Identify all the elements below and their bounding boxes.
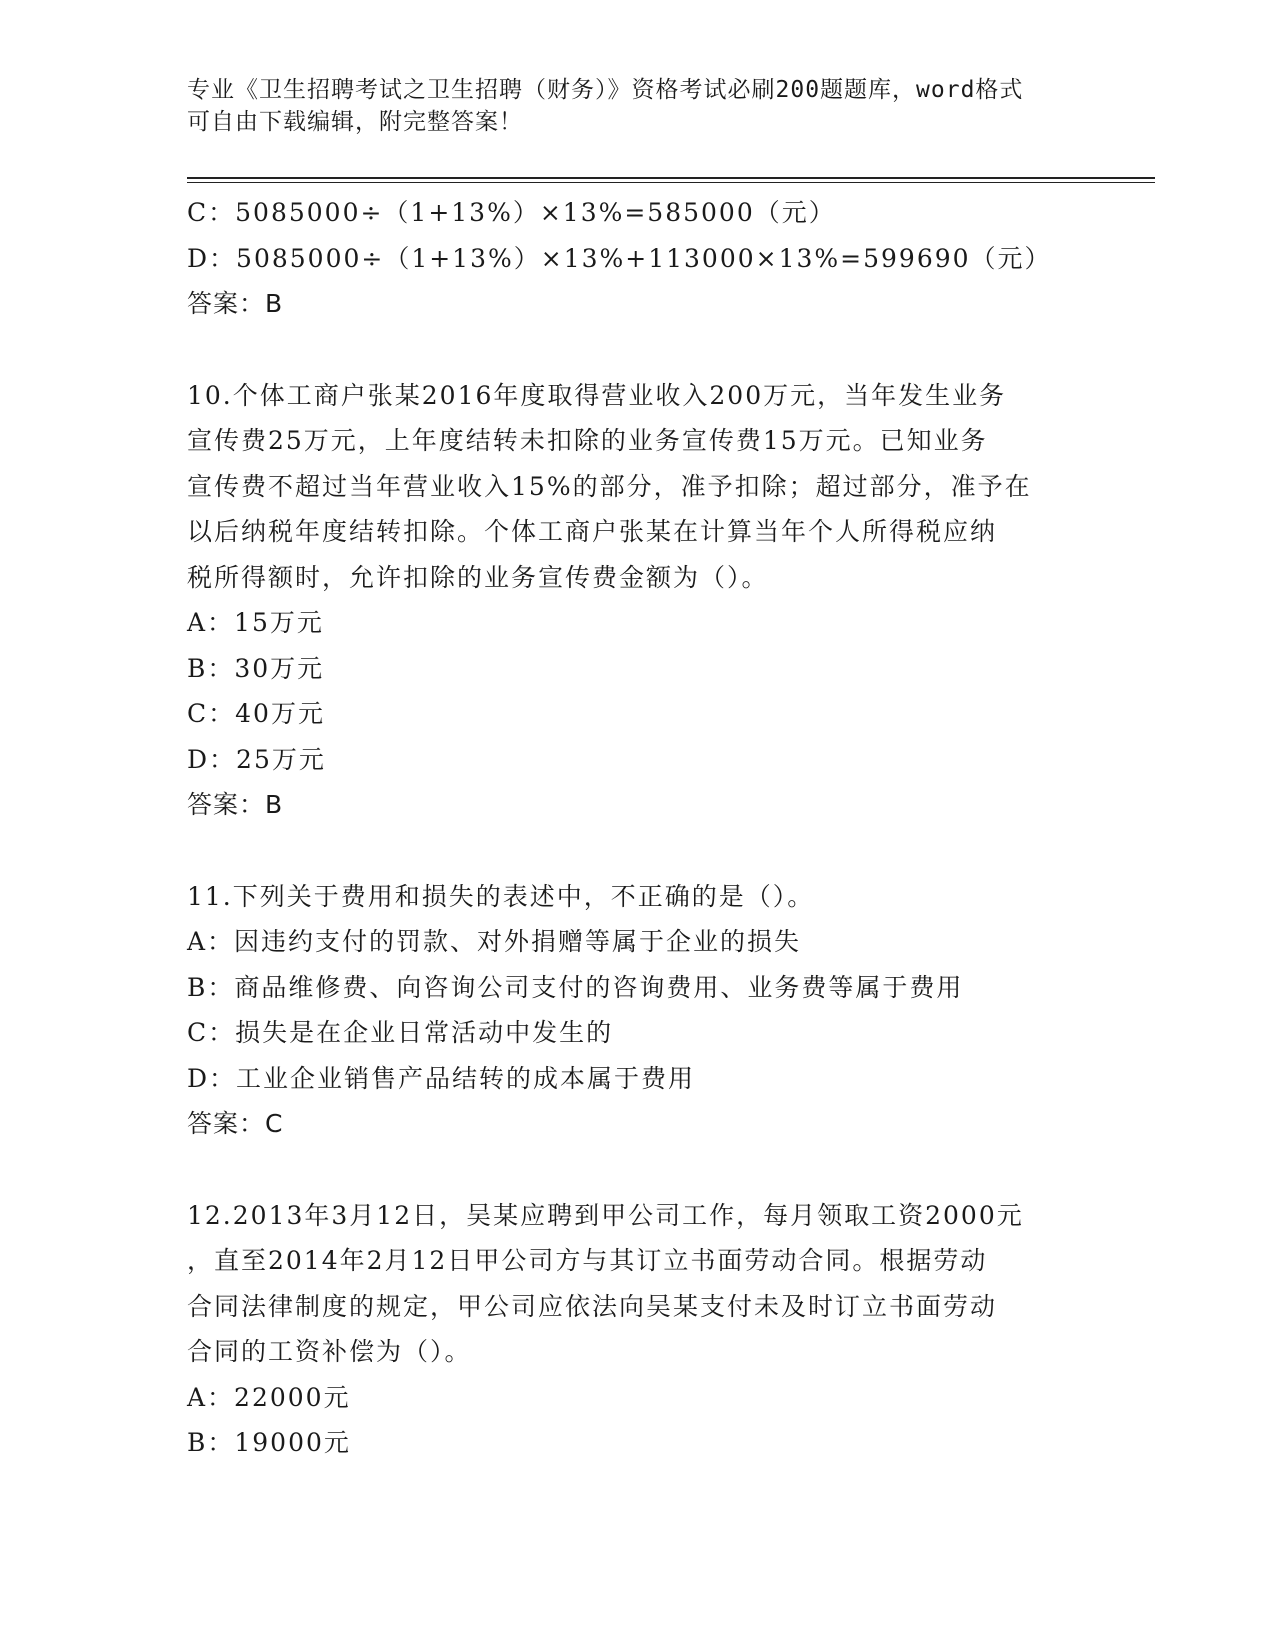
option-c: C：40万元: [187, 699, 325, 728]
document-header: [187, 74, 1087, 138]
header-divider-thick: [187, 177, 1155, 179]
answer-label: 答案：B: [187, 790, 284, 819]
question-stem-line: 合同的工资补偿为（）。: [187, 1337, 472, 1366]
question-stem-line: ，直至2014年2月12日甲公司方与其订立书面劳动合同。根据劳动: [187, 1246, 988, 1275]
question-stem-line: 宣传费25万元，上年度结转未扣除的业务宣传费15万元。已知业务: [187, 426, 988, 455]
question-stem-line: 10.个体工商户张某2016年度取得营业收入200万元，当年发生业务: [187, 380, 1007, 410]
option-b: B：19000元: [187, 1428, 351, 1457]
question-12: [187, 1193, 1087, 1466]
option-c: C：5085000÷（1+13%）×13%=585000（元）: [187, 198, 836, 227]
question-content: [187, 190, 1087, 1466]
question-spacer: [187, 828, 1087, 874]
question-spacer: [187, 1147, 1087, 1193]
question-stem-line: 以后纳税年度结转扣除。个体工商户张某在计算当年个人所得税应纳: [187, 517, 998, 546]
question-stem-line: 11.下列关于费用和损失的表述中，不正确的是（）。: [187, 881, 815, 911]
question-spacer: [187, 327, 1087, 373]
option-d: D：工业企业销售产品结转的成本属于费用: [187, 1063, 696, 1093]
option-a: A：因违约支付的罚款、对外捐赠等属于企业的损失: [187, 927, 802, 956]
question-stem-line: 税所得额时，允许扣除的业务宣传费金额为（）。: [187, 562, 769, 592]
option-a: A：15万元: [187, 608, 324, 637]
question-stem-line: 12.2013年3月12日，吴某应聘到甲公司工作，每月领取工资2000元: [187, 1200, 1024, 1230]
option-d: D：25万元: [187, 744, 326, 774]
question-stem-line: 合同法律制度的规定，甲公司应依法向吴某支付未及时订立书面劳动: [187, 1291, 998, 1321]
answer-label: 答案：C: [187, 1109, 284, 1138]
question-stem-line: 宣传费不超过当年营业收入15%的部分，准予扣除；超过部分，准予在: [187, 471, 1032, 501]
answer-label: 答案：B: [187, 289, 284, 318]
question-10: [187, 373, 1087, 828]
header-divider-thin: [187, 182, 1155, 183]
question-9: [187, 190, 1087, 327]
option-c: C：损失是在企业日常活动中发生的: [187, 1018, 614, 1047]
question-11: [187, 874, 1087, 1147]
option-d: D：5085000÷（1+13%）×13%+113000×13%=599690（元）: [187, 243, 1052, 273]
header-title-line-1: 专业《卫生招聘考试之卫生招聘（财务）》资格考试必刷200题题库，word格式: [187, 77, 1024, 103]
header-title-line-2: 可自由下载编辑，附完整答案！: [187, 109, 523, 135]
option-b: B：30万元: [187, 653, 325, 683]
option-a: A：22000元: [187, 1382, 351, 1412]
option-b: B：商品维修费、向咨询公司支付的咨询费用、业务费等属于费用: [187, 972, 964, 1002]
